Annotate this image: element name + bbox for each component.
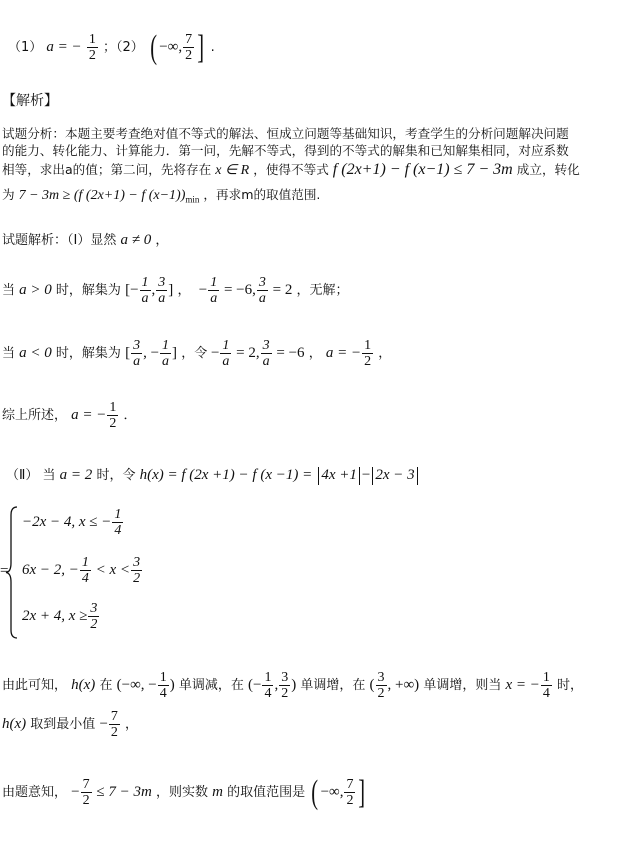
analysis-line-1: 试题分析：本题主要考查绝对值不等式的解法、恒成立问题等基础知识，考查学生的分析问题解决问题	[2, 126, 569, 141]
answer-part2-open: −∞,	[159, 39, 183, 55]
pw2-fraction-2: $\frac{3}{2}$	[133, 555, 141, 586]
abs-bar-right-2	[417, 467, 418, 485]
summary-fraction: $\frac{1}{2}$	[109, 400, 117, 431]
case1-fraction-4: $\frac{3}{a}$	[258, 275, 266, 306]
abs-bar-left-2	[372, 467, 373, 485]
mono-fraction-4: $\frac{3}{2}$	[377, 670, 385, 701]
mono-fraction-3: $\frac{3}{2}$	[281, 670, 289, 701]
analysis-line-2: 的能力、转化能力、计算能力．第一问，先解不等式，得到的不等式的解集和已知解集相同，对应系数	[2, 143, 569, 158]
piecewise-case-2: 6x − 2, − $\frac{1}{4}$ < x < $\frac{3}{2}$	[22, 555, 141, 586]
case1-fraction-1: $\frac{1}{a}$	[141, 275, 149, 306]
case1-fraction-2: $\frac{3}{a}$	[158, 275, 166, 306]
piecewise-block	[0, 505, 200, 640]
answer-part2-close-bracket: ]	[197, 28, 205, 66]
answer-part2-open-paren: (	[150, 28, 157, 66]
analysis-min-subscript: min	[185, 194, 200, 205]
case1-fraction-3: $\frac{1}{a}$	[210, 275, 218, 306]
abs-bar-right-1	[359, 467, 360, 485]
answer-part2-fraction: $\frac{7}{2}$	[185, 32, 193, 63]
solution-monotonicity: 由此可知， h(x) 在 (−∞, − $\frac{1}{4}$ ) 单调减，在 (− $\frac{1}{4}$ , $\frac{3}{2}$ ) 单调增，在 ( $\frac{3}{2}$ , +∞) 单调增，则当 x = − $\frac{1}{4}$ 时，	[2, 670, 584, 701]
final-fraction-2: $\frac{7}{2}$	[346, 777, 354, 808]
piecewise-case-3: 2x + 4, x ≥ $\frac{3}{2}$	[22, 601, 98, 632]
pw3-fraction: $\frac{3}{2}$	[90, 601, 98, 632]
analysis-heading: 【解析】	[2, 93, 58, 109]
answer-part1-expr: a = −	[46, 39, 82, 55]
case2-fraction-5: $\frac{1}{2}$	[364, 338, 372, 369]
analysis-x-in-r: x ∈ R	[215, 163, 250, 178]
left-brace-icon	[3, 505, 19, 640]
answer-line	[8, 27, 215, 67]
analysis-transform: 7 − 3m ≥ (f (2x+1) − f (x−1))	[18, 188, 186, 203]
mono-fraction-2: $\frac{1}{4}$	[264, 670, 272, 701]
answer-part1-fraction: $\frac{1}{2}$	[88, 32, 96, 63]
piecewise-equals: =	[0, 563, 9, 579]
solution-intro: 试题解析：（Ⅰ）显然 a ≠ 0 ，	[2, 232, 169, 248]
abs-bar-left-1	[318, 467, 319, 485]
final-open-paren: (	[311, 773, 319, 811]
solution-part2: （Ⅱ） 当 a = 2 时，令 h(x) = f (2x +1) − f (x −1) = 4x +1 − 2x − 3	[6, 462, 420, 488]
piecewise-case-1: −2x − 4, x ≤ − $\frac{1}{4}$	[22, 507, 122, 538]
case2-fraction-3: $\frac{1}{a}$	[222, 338, 230, 369]
analysis-line-3: 相等，求出a的值；第二问，先将存在 x ∈ R ，使得不等式 f (2x+1) − f (x−1) ≤ 7 − 3m 成立，转化	[2, 161, 580, 178]
analysis-line-4: 为 7 − 3m ≥ (f (2x+1) − f $(x-1))_{min}$ ，再求m的取值范围.	[2, 187, 321, 205]
case2-fraction-4: $\frac{3}{a}$	[262, 338, 270, 369]
analysis-inequality: f (2x+1) − f (x−1) ≤ 7 − 3m	[332, 161, 513, 178]
answer-separator: ；（2）	[102, 40, 144, 55]
solution-final: 由题意知， − $\frac{7}{2}$ ≤ 7 − 3m ，则实数 m 的取值范围是 ( −∞, $\frac{7}{2}$ ]	[2, 773, 366, 811]
answer-part1-label: （1）	[8, 40, 43, 55]
solution-summary: 综上所述， a = − $\frac{1}{2}$ ．	[2, 400, 137, 431]
pw1-fraction: $\frac{1}{4}$	[114, 507, 122, 538]
final-fraction-1: $\frac{7}{2}$	[82, 777, 90, 808]
mono-fraction-5: $\frac{1}{4}$	[542, 670, 550, 701]
pw2-fraction-1: $\frac{1}{4}$	[81, 555, 89, 586]
case2-fraction-1: $\frac{3}{a}$	[133, 338, 141, 369]
min-fraction: $\frac{7}{2}$	[110, 709, 118, 740]
solution-case-positive: 当 a > 0 时，解集为 [− $\frac{1}{a}$ , $\frac{3}{a}$ ] ， − $\frac{1}{a}$ = −6, $\frac{3}{a}$ = 2 ，无解；	[2, 275, 349, 306]
case2-fraction-2: $\frac{1}{a}$	[162, 338, 170, 369]
mono-fraction-1: $\frac{1}{4}$	[159, 670, 167, 701]
final-close-bracket: ]	[358, 773, 366, 811]
solution-case-negative: 当 a < 0 时，解集为 [ $\frac{3}{a}$ , − $\frac{1}{a}$ ] ，令 − $\frac{1}{a}$ = 2, $\frac{3}{a}$ = −6 ， a = − $\frac{1}{2}$ ，	[2, 338, 392, 369]
solution-min-value: h(x) 取到最小值 − $\frac{7}{2}$ ，	[2, 709, 139, 740]
answer-end: .	[210, 40, 215, 55]
